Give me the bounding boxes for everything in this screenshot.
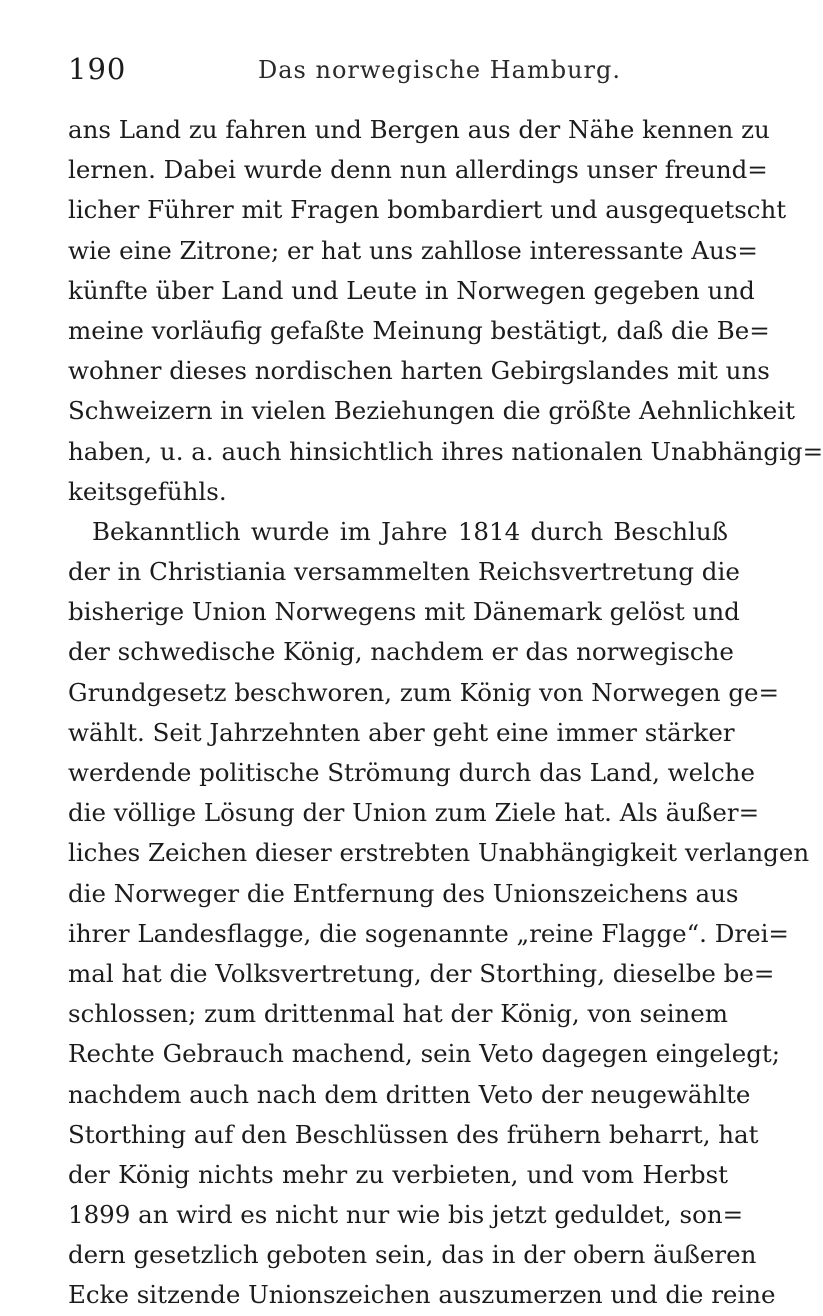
text-line: werdende politische Strömung durch das Land, welche: [68, 758, 755, 787]
text-line: nachdem auch nach dem dritten Veto der neugewählte: [68, 1079, 751, 1109]
text-line: licher Führer mit Fragen bombardiert und ausgequetscht: [68, 195, 787, 225]
text-line: Schweizern in vielen Beziehungen die größte Aehnlichkeit: [68, 396, 795, 426]
text-line: meine vorläufig gefaßte Meinung bestätigt, daß die Be=: [68, 315, 770, 345]
text-line: wohner dieses nordischen harten Gebirgslandes mit uns: [68, 356, 770, 386]
text-line: wählt. Seit Jahrzehnten aber geht eine immer stärker: [68, 717, 735, 747]
page-number: 190: [68, 52, 127, 86]
page-header: [68, 52, 728, 92]
text-line: die völlige Lösung der Union zum Ziele hat. Als äußer=: [68, 798, 760, 828]
text-line: keitsgefühls.: [68, 476, 227, 506]
text-line: 1899 an wird es nicht nur wie bis jetzt geduldet, son=: [68, 1200, 744, 1230]
text-line: dern gesetzlich geboten sein, das in der obern äußeren: [68, 1240, 757, 1270]
text-line: lernen. Dabei wurde denn nun allerdings unser freund=: [68, 155, 768, 185]
text-line: ans Land zu fahren und Bergen aus der Nähe kennen zu: [68, 115, 770, 144]
text-line: die Norweger die Entfernung des Unionszeichens aus: [68, 878, 739, 908]
text-line: Rechte Gebrauch machend, sein Veto dagegen eingelegt;: [68, 1039, 781, 1069]
text-line: haben, u. a. auch hinsichtlich ihres nationalen Unabhängig=: [68, 436, 823, 466]
body-text: [68, 110, 823, 1316]
text-line: künfte über Land und Leute in Norwegen gegeben und: [68, 275, 755, 305]
text-line: Storthing auf den Beschlüssen des frühern beharrt, hat: [68, 1119, 759, 1149]
text-line: liches Zeichen dieser erstrebten Unabhängigkeit verlangen: [68, 838, 810, 868]
text-line: schlossen; zum drittenmal hat der König, von seinem: [68, 999, 729, 1029]
text-line: der in Christiania versammelten Reichsvertretung die: [68, 557, 740, 587]
running-title: Das norwegische Hamburg.: [258, 56, 621, 84]
text-line: mal hat die Volksvertretung, der Storthing, dieselbe be=: [68, 958, 775, 988]
text-line: ihrer Landesflagge, die sogenannte „reine Flagge“. Drei=: [68, 918, 789, 948]
text-line: der schwedische König, nachdem er das norwegische: [68, 637, 734, 667]
text-line: bisherige Union Norwegens mit Dänemark gelöst und: [68, 597, 740, 627]
text-line: Bekanntlich wurde im Jahre 1814 durch Beschluß: [92, 516, 728, 546]
text-line: Ecke sitzende Unionszeichen auszumerzen und die reine: [68, 1280, 776, 1310]
text-line: wie eine Zitrone; er hat uns zahllose interessante Aus=: [68, 235, 758, 265]
text-line: der König nichts mehr zu verbieten, und vom Herbst: [68, 1159, 728, 1189]
text-line: Grundgesetz beschworen, zum König von Norwegen ge=: [68, 677, 780, 707]
